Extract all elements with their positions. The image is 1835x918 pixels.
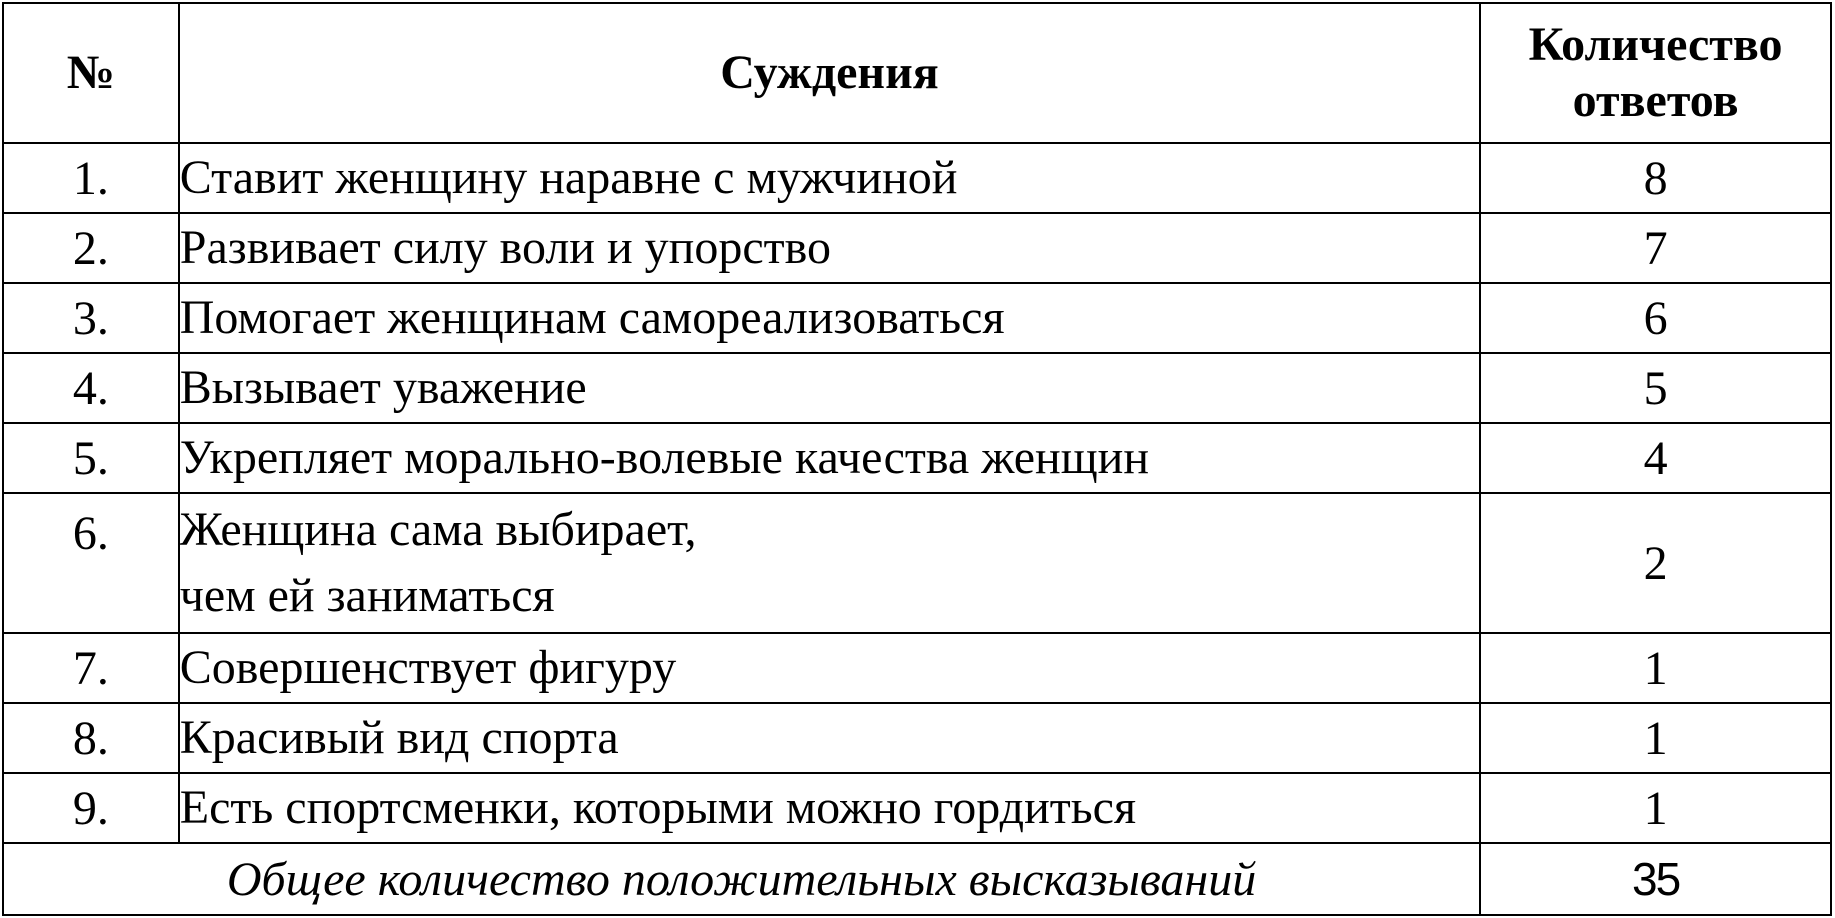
row-number: 6.	[3, 493, 179, 633]
survey-table	[2, 2, 1832, 916]
table-row	[3, 213, 1831, 283]
header-statement: Суждения	[179, 3, 1480, 143]
row-count: 1	[1480, 703, 1831, 773]
total-value: 35	[1480, 843, 1831, 915]
table-row	[3, 493, 1831, 633]
table-row	[3, 423, 1831, 493]
row-number: 1.	[3, 143, 179, 213]
row-statement: Совершенствует фигуру	[179, 633, 1480, 703]
row-count: 6	[1480, 283, 1831, 353]
row-count: 5	[1480, 353, 1831, 423]
header-count	[1480, 3, 1831, 143]
row-number: 8.	[3, 703, 179, 773]
total-label: Общее количество положительных высказываний	[3, 843, 1480, 915]
row-statement: Красивый вид спорта	[179, 703, 1480, 773]
row-statement: Вызывает уважение	[179, 353, 1480, 423]
row-statement-line1: Женщина сама выбирает,	[179, 503, 697, 556]
table-row	[3, 283, 1831, 353]
row-statement: Ставит женщину наравне с мужчиной	[179, 143, 1480, 213]
row-statement	[179, 493, 1480, 633]
table-row	[3, 143, 1831, 213]
row-statement: Укрепляет морально-волевые качества женщин	[179, 423, 1480, 493]
table-header-row	[3, 3, 1831, 143]
row-count: 2	[1480, 493, 1831, 633]
row-number: 4.	[3, 353, 179, 423]
table-row	[3, 773, 1831, 843]
row-number: 5.	[3, 423, 179, 493]
header-number: №	[3, 3, 179, 143]
row-count: 8	[1480, 143, 1831, 213]
row-count: 4	[1480, 423, 1831, 493]
row-number: 9.	[3, 773, 179, 843]
header-count-line1: Количество	[1528, 18, 1783, 71]
table-row	[3, 633, 1831, 703]
header-count-line2: ответов	[1572, 74, 1739, 127]
row-statement: Развивает силу воли и упорство	[179, 213, 1480, 283]
row-number: 7.	[3, 633, 179, 703]
row-count: 1	[1480, 773, 1831, 843]
table-row	[3, 703, 1831, 773]
total-row	[3, 843, 1831, 915]
row-statement: Есть спортсменки, которыми можно гордиться	[179, 773, 1480, 843]
row-number: 2.	[3, 213, 179, 283]
row-statement-line2: чем ей заниматься	[179, 569, 555, 622]
row-count: 1	[1480, 633, 1831, 703]
row-number: 3.	[3, 283, 179, 353]
row-statement: Помогает женщинам самореализоваться	[179, 283, 1480, 353]
row-count: 7	[1480, 213, 1831, 283]
table-row	[3, 353, 1831, 423]
